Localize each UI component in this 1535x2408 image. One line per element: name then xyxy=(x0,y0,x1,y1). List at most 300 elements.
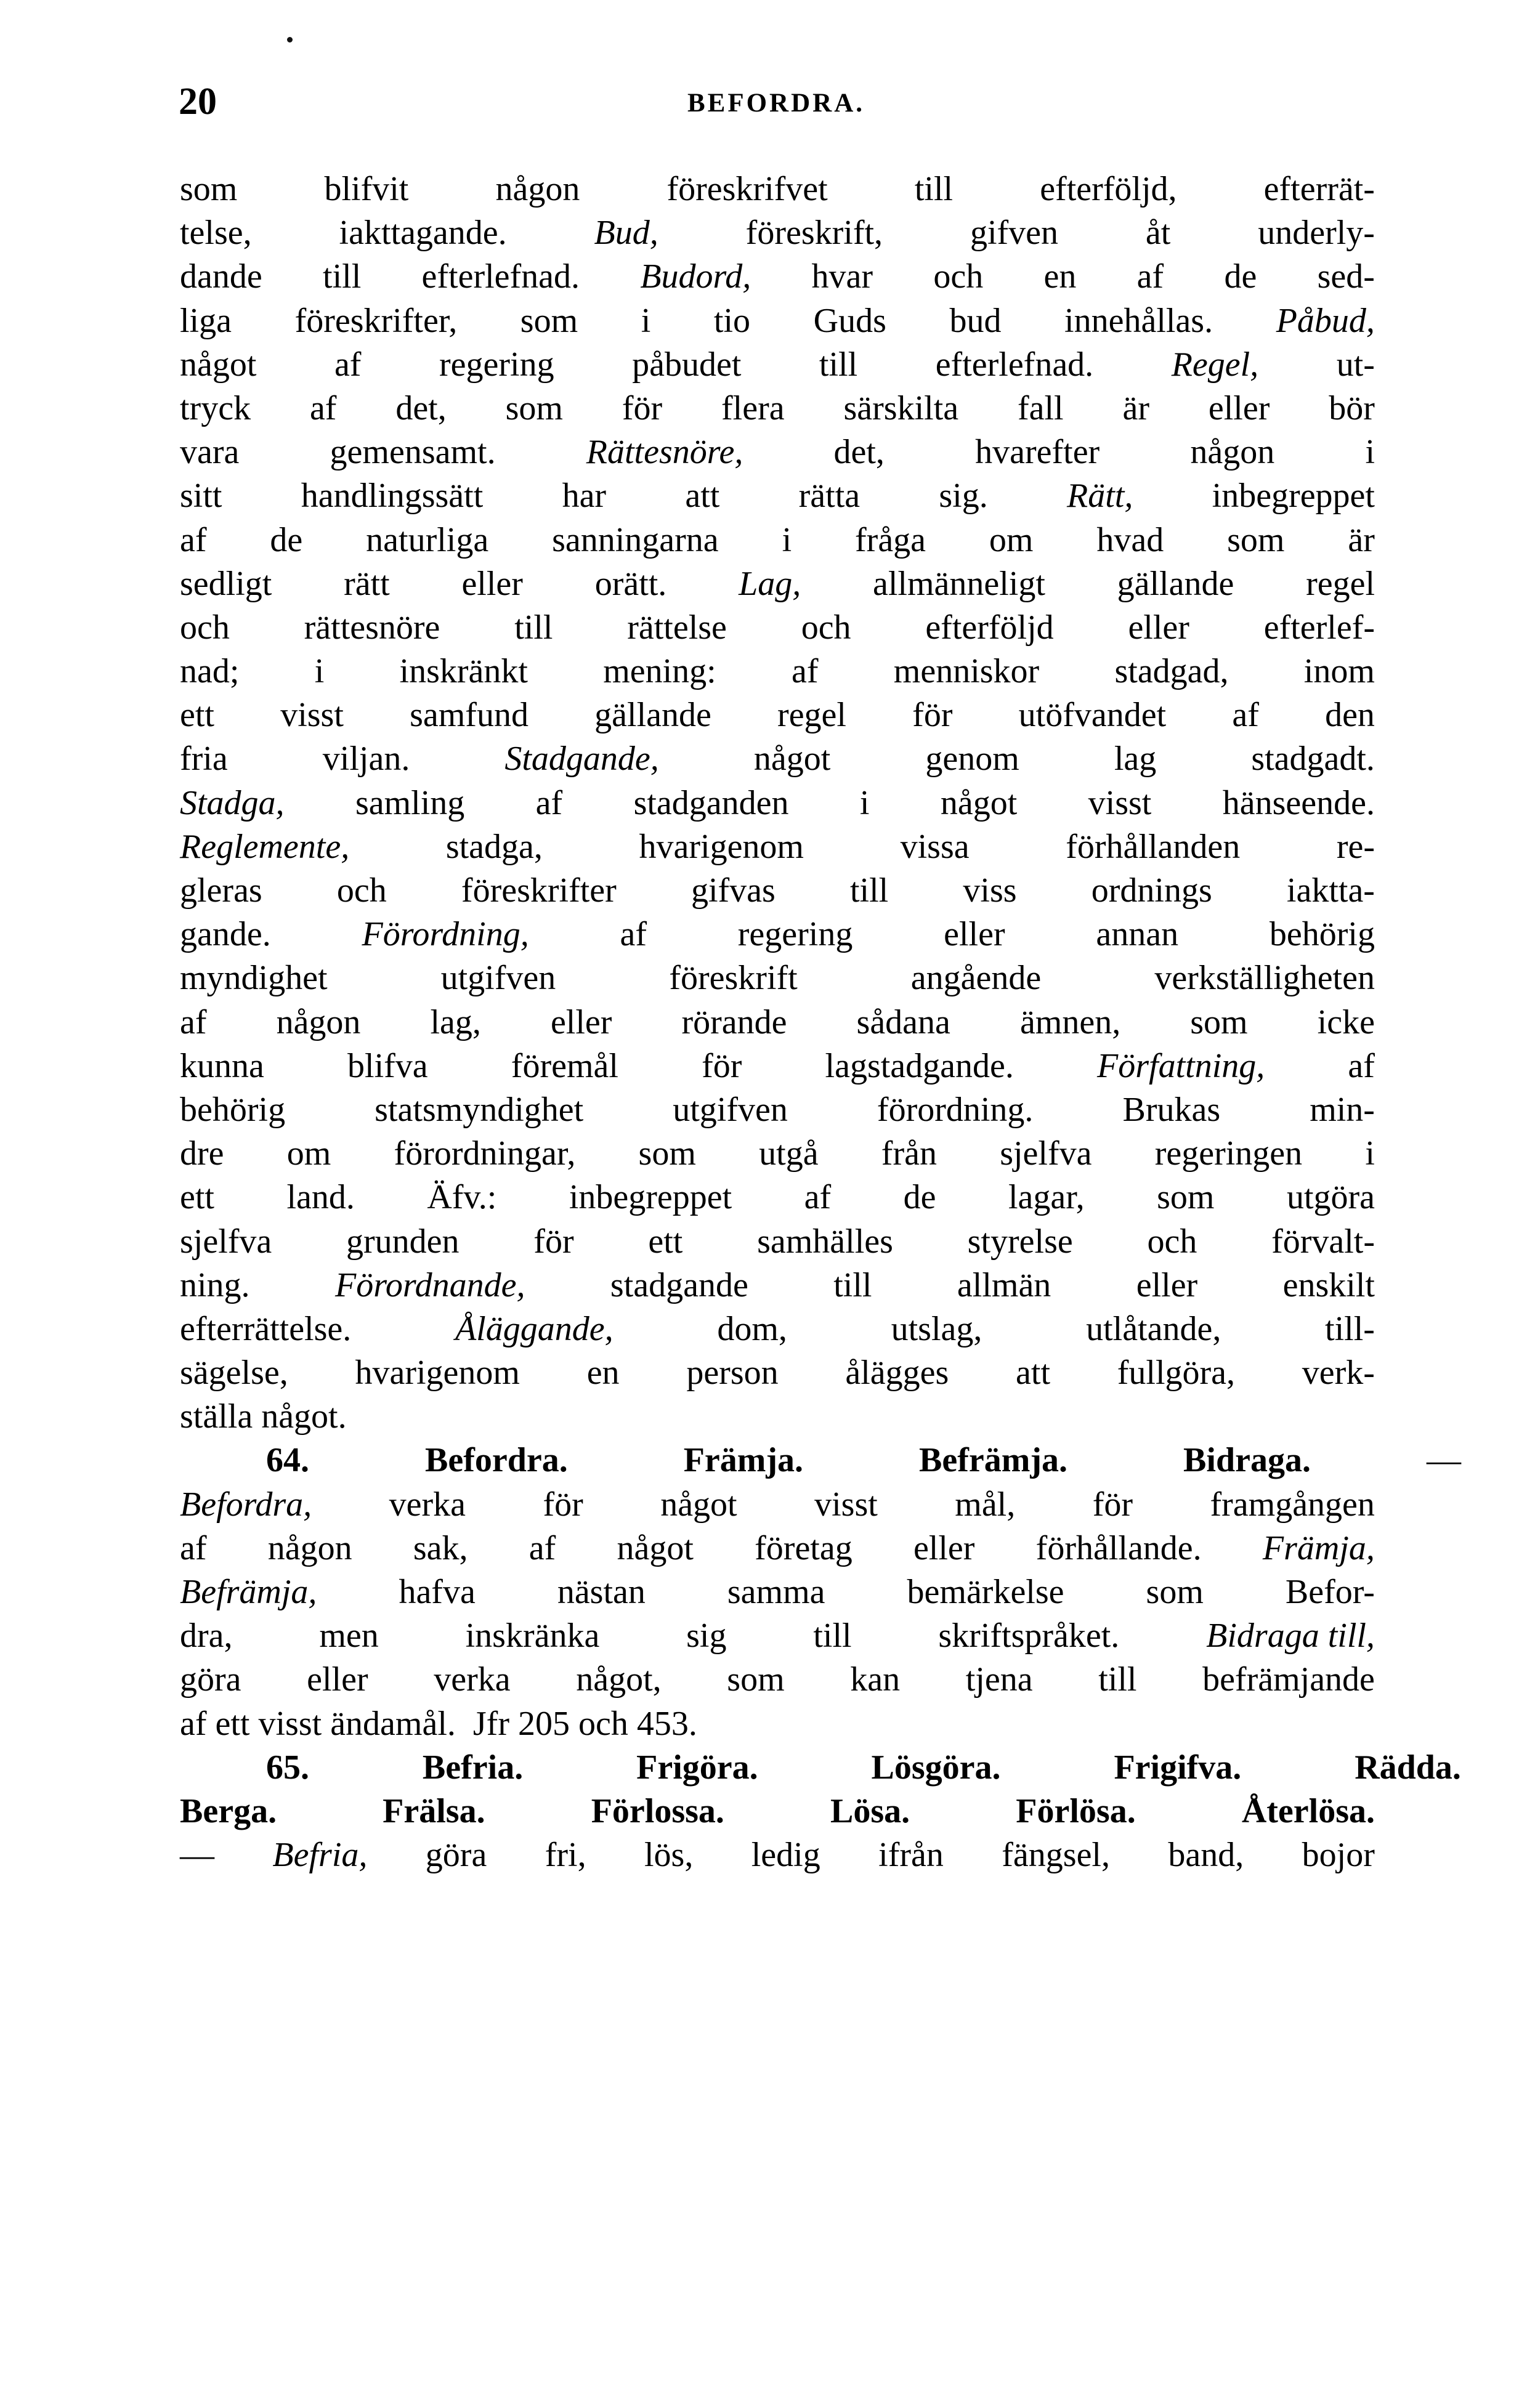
headword-italic: Stadga, xyxy=(180,783,285,822)
text-word: rättesnöre xyxy=(304,608,440,647)
text-line xyxy=(180,1614,1375,1658)
text-word: samma xyxy=(727,1573,825,1611)
text-word: för xyxy=(912,696,953,735)
text-word: till xyxy=(1098,1660,1137,1699)
text-word: ut- xyxy=(1336,345,1375,384)
text-word xyxy=(456,1702,473,1746)
text-word: de xyxy=(1224,257,1257,296)
text-word: fri, xyxy=(545,1836,586,1875)
text-word: fullgöra, xyxy=(1117,1354,1236,1392)
headword-italic: Förordnande, xyxy=(334,1266,525,1304)
text-word: till xyxy=(323,257,362,296)
text-word: efterföljd xyxy=(925,608,1054,647)
text-word: förordningar, xyxy=(394,1134,576,1173)
text-word: för xyxy=(622,389,663,427)
text-line xyxy=(180,387,1375,430)
text-word: af xyxy=(180,1704,207,1743)
text-word: af xyxy=(180,520,207,559)
text-word: det, xyxy=(395,389,447,427)
text-word: som xyxy=(180,170,238,208)
text-word: hvad xyxy=(1096,520,1164,559)
text-line xyxy=(180,1746,1461,1790)
headword-italic: Budord, xyxy=(640,257,751,296)
text-word: efterlef- xyxy=(1263,608,1375,647)
text-word: bör xyxy=(1329,389,1375,427)
text-word: vissa xyxy=(900,827,970,866)
text-line xyxy=(180,1439,1461,1482)
text-word: sig. xyxy=(939,477,988,515)
text-word: blifva xyxy=(347,1046,428,1085)
text-word: flera xyxy=(721,389,785,427)
text-word: påbudet xyxy=(632,345,742,384)
text-word: efterrättelse. xyxy=(180,1309,352,1348)
text-word: samling xyxy=(355,783,465,822)
text-line xyxy=(180,430,1375,474)
text-word: som xyxy=(505,389,563,427)
text-word: till xyxy=(813,1617,852,1655)
headword-italic: Rätt, xyxy=(1067,477,1133,515)
text-line xyxy=(180,913,1375,956)
text-word: regel xyxy=(1306,564,1375,603)
text-word: verka xyxy=(434,1660,511,1699)
entry-headword-bold: Lösgöra. xyxy=(871,1748,1001,1787)
text-word xyxy=(250,1702,259,1746)
text-word: att xyxy=(1016,1354,1051,1392)
text-word: stadgadt. xyxy=(1251,740,1375,778)
text-word: underly- xyxy=(1258,214,1375,253)
text-word: sådana xyxy=(856,1003,950,1041)
headword-italic: Bud, xyxy=(594,214,658,253)
text-word: bojor xyxy=(1302,1836,1375,1875)
text-word: ålägges xyxy=(845,1354,949,1392)
text-line xyxy=(180,168,1375,211)
text-word: ning. xyxy=(180,1266,250,1304)
text-word: regering xyxy=(439,345,554,384)
text-word: min- xyxy=(1310,1090,1375,1129)
entry-headword-bold: Befrämja. xyxy=(919,1441,1068,1480)
text-word: eller xyxy=(550,1003,612,1041)
entry-headword-bold: Befordra. xyxy=(424,1441,568,1480)
text-line xyxy=(180,606,1375,650)
text-word: de xyxy=(270,520,303,559)
headword-italic: Lag, xyxy=(739,564,801,603)
text-word: för xyxy=(543,1485,583,1524)
text-word: statsmyndighet xyxy=(375,1090,584,1129)
text-word: stadga, xyxy=(445,827,543,866)
text-word: af xyxy=(804,1178,832,1217)
text-word: visst xyxy=(814,1485,878,1524)
text-line xyxy=(180,1395,1375,1439)
text-line xyxy=(180,474,1375,518)
text-line xyxy=(180,1483,1375,1527)
text-word: något xyxy=(753,740,831,778)
text-word: åt xyxy=(1145,214,1171,253)
text-word: tio xyxy=(713,301,751,340)
text-line xyxy=(180,1658,1375,1702)
text-word: någon xyxy=(495,170,580,208)
text-word: utgå xyxy=(759,1134,819,1173)
text-word: i xyxy=(1365,1134,1375,1173)
text-line xyxy=(180,1527,1375,1570)
text-word: samfund xyxy=(410,696,529,735)
text-word: mål, xyxy=(955,1485,1016,1524)
text-word: lagstadgande. xyxy=(825,1046,1014,1085)
text-line xyxy=(180,1044,1375,1088)
text-word: gällande xyxy=(1117,564,1234,603)
text-word: gällande xyxy=(594,696,711,735)
text-word: naturliga xyxy=(366,520,489,559)
text-line xyxy=(180,956,1375,1000)
text-word: lös, xyxy=(644,1836,694,1875)
text-word: rätt xyxy=(344,564,390,603)
text-word: samhälles xyxy=(757,1222,893,1261)
text-word: mening: xyxy=(603,652,716,691)
text-word: hänseende. xyxy=(1222,783,1375,822)
entry-headword-bold: Förlösa. xyxy=(1016,1792,1136,1830)
text-word: en xyxy=(586,1354,620,1392)
text-word: i xyxy=(1365,433,1375,472)
text-word: dande xyxy=(180,257,262,296)
text-line xyxy=(180,343,1375,387)
text-word: sig xyxy=(686,1617,727,1655)
text-line xyxy=(180,1264,1375,1307)
text-word: utlåtande, xyxy=(1086,1309,1221,1348)
text-line xyxy=(180,1351,1375,1395)
text-word: och xyxy=(1147,1222,1197,1261)
text-line xyxy=(180,1790,1375,1833)
text-word: föreskrifter xyxy=(461,871,617,910)
text-word: som xyxy=(520,301,578,340)
text-word: eller xyxy=(1136,1266,1198,1304)
entry-headword-bold: Lösa. xyxy=(830,1792,910,1830)
text-word: ändamål. xyxy=(330,1704,456,1743)
headword-italic: Förordning, xyxy=(362,915,529,954)
entry-headword-bold: Befria. xyxy=(422,1748,524,1787)
text-word: eller xyxy=(307,1660,368,1699)
text-word: gifven xyxy=(970,214,1058,253)
text-word: till xyxy=(850,871,889,910)
text-word: grunden xyxy=(346,1222,460,1261)
headword-italic: Befordra, xyxy=(180,1485,312,1524)
text-word: visst xyxy=(258,1704,322,1743)
text-word: allmänneligt xyxy=(872,564,1045,603)
text-word: af xyxy=(180,1003,207,1041)
text-word: vara xyxy=(180,433,240,472)
text-line xyxy=(180,650,1375,693)
text-word: kunna xyxy=(180,1046,264,1085)
text-line xyxy=(180,693,1375,737)
text-word: af xyxy=(334,345,362,384)
text-word: sjelfva xyxy=(180,1222,272,1261)
text-word: i xyxy=(314,652,325,691)
body-text-block xyxy=(180,168,1461,1877)
text-word: allmän xyxy=(957,1266,1051,1304)
text-word: regering xyxy=(737,915,853,954)
headword-italic: Rättesnöre, xyxy=(586,433,743,472)
text-word: till xyxy=(514,608,553,647)
text-word: fria xyxy=(180,740,228,778)
text-word: en xyxy=(1043,257,1077,296)
text-word: ämnen, xyxy=(1019,1003,1121,1041)
text-word: gifvas xyxy=(691,871,776,910)
entry-headword-bold: Främja. xyxy=(683,1441,804,1480)
text-line xyxy=(180,1307,1375,1351)
text-word: genom xyxy=(925,740,1019,778)
text-word: af xyxy=(180,1529,207,1567)
text-line xyxy=(180,825,1375,869)
text-word: något, xyxy=(576,1660,662,1699)
text-word: någon xyxy=(1190,433,1275,472)
text-word: föreskrifter, xyxy=(294,301,458,340)
text-word: till xyxy=(914,170,954,208)
text-word: utgöra xyxy=(1286,1178,1375,1217)
text-word: är xyxy=(1122,389,1149,427)
entry-headword-bold: Frälsa. xyxy=(383,1792,485,1830)
entry-headword-bold: Frigifva. xyxy=(1114,1748,1242,1787)
text-word: föreskrift, xyxy=(745,214,883,253)
text-word: särskilta xyxy=(843,389,959,427)
text-word: af xyxy=(792,652,819,691)
text-word: sak, xyxy=(413,1529,468,1567)
text-word: orätt. xyxy=(594,564,667,603)
text-word: angående xyxy=(910,959,1042,998)
text-word: Befor- xyxy=(1285,1573,1375,1611)
text-line xyxy=(180,211,1375,255)
text-word: i xyxy=(641,301,651,340)
text-word: hvarefter xyxy=(975,433,1100,472)
entry-headword-bold: Berga. xyxy=(180,1792,277,1830)
text-word: blifvit xyxy=(324,170,409,208)
text-word: stadganden xyxy=(633,783,789,822)
text-word: viss xyxy=(963,871,1017,910)
text-line xyxy=(180,519,1375,562)
text-word: af xyxy=(1232,696,1259,735)
text-word: förhållanden xyxy=(1066,827,1241,866)
text-word: re- xyxy=(1336,827,1375,866)
entry-headword-bold: 64. xyxy=(266,1441,309,1480)
entry-headword-bold: Frigöra. xyxy=(636,1748,758,1787)
text-word: sed- xyxy=(1317,257,1375,296)
entry-headword-bold: Rädda. xyxy=(1355,1748,1461,1787)
text-word: dom, xyxy=(717,1309,787,1348)
text-word: utgifven xyxy=(673,1090,788,1129)
text-word: förordning. xyxy=(877,1090,1034,1129)
text-word: som xyxy=(1146,1573,1204,1611)
text-word: någon xyxy=(276,1003,361,1041)
text-word: 205 xyxy=(517,1704,570,1743)
text-word: och xyxy=(336,871,387,910)
text-word: telse, xyxy=(180,214,252,253)
text-word: hvar xyxy=(811,257,873,296)
text-word: innehållas. xyxy=(1064,301,1213,340)
text-word: verk- xyxy=(1302,1354,1375,1392)
text-word: eller xyxy=(913,1529,975,1567)
headword-italic: Bidraga till, xyxy=(1206,1617,1375,1655)
text-word: af xyxy=(309,389,337,427)
text-word: annan xyxy=(1096,915,1179,954)
text-word: sanningarna xyxy=(552,520,719,559)
text-word: utöfvandet xyxy=(1018,696,1167,735)
text-word: efterlefnad. xyxy=(935,345,1094,384)
text-word: iakttagande. xyxy=(339,214,507,253)
text-word: eller xyxy=(461,564,523,603)
text-word: har xyxy=(562,477,607,515)
text-line xyxy=(180,255,1375,299)
text-word: bemärkelse xyxy=(907,1573,1064,1611)
text-word: göra xyxy=(425,1836,487,1875)
text-word: af xyxy=(1348,1046,1375,1085)
text-word: fall xyxy=(1017,389,1064,427)
text-line xyxy=(180,737,1375,781)
text-word: gande. xyxy=(180,915,271,954)
text-word: icke xyxy=(1317,1003,1375,1041)
text-word: visst xyxy=(1088,783,1152,822)
text-word: föreskrift xyxy=(669,959,798,998)
text-line xyxy=(180,1176,1375,1219)
text-word: till xyxy=(833,1266,872,1304)
text-word: stadgad, xyxy=(1114,652,1229,691)
text-line xyxy=(180,869,1375,913)
text-word: till- xyxy=(1325,1309,1375,1348)
text-word: stadgande xyxy=(610,1266,748,1304)
text-word: efterlefnad. xyxy=(421,257,580,296)
entry-headword-bold: Återlösa. xyxy=(1241,1792,1375,1830)
text-word: eller xyxy=(1128,608,1189,647)
text-word: styrelse xyxy=(967,1222,1073,1261)
text-word: sitt xyxy=(180,477,222,515)
headword-italic: Befrämja, xyxy=(180,1573,317,1611)
text-word: föremål xyxy=(511,1046,618,1085)
text-word: någon xyxy=(267,1529,352,1567)
text-word: efterrät- xyxy=(1263,170,1375,208)
text-word: skriftspråket. xyxy=(938,1617,1120,1655)
text-word: och xyxy=(801,608,851,647)
text-line xyxy=(180,782,1375,825)
text-word: som xyxy=(1157,1178,1215,1217)
text-word xyxy=(628,1702,637,1746)
text-word: ifrån xyxy=(878,1836,944,1875)
text-word: viljan. xyxy=(322,740,410,778)
text-word: af xyxy=(620,915,647,954)
text-word: enskilt xyxy=(1282,1266,1375,1304)
headword-italic: Författning, xyxy=(1097,1046,1265,1085)
text-word: person xyxy=(686,1354,779,1392)
text-word: gemensamt. xyxy=(330,433,496,472)
text-word: som xyxy=(727,1660,785,1699)
running-head: BEFORDRA. xyxy=(687,89,865,118)
text-word: ställa xyxy=(180,1397,253,1436)
text-word: eller xyxy=(944,915,1005,954)
text-word: något xyxy=(617,1529,694,1567)
text-word: ett xyxy=(180,1178,214,1217)
text-word: eller xyxy=(1208,389,1270,427)
text-word: Guds xyxy=(813,301,886,340)
text-word: behörig xyxy=(180,1090,286,1129)
text-word: sedligt xyxy=(180,564,272,603)
text-word: ett xyxy=(648,1222,683,1261)
text-word: något. xyxy=(261,1397,347,1436)
text-word: inbegreppet xyxy=(569,1178,732,1217)
headword-italic: Stadgande, xyxy=(504,740,659,778)
text-line xyxy=(180,1132,1375,1176)
text-word: det, xyxy=(833,433,885,472)
text-line xyxy=(180,1702,1375,1746)
text-word: något xyxy=(660,1485,737,1524)
text-word: dre xyxy=(180,1134,224,1173)
text-word: inom xyxy=(1303,652,1375,691)
scan-speck xyxy=(287,37,293,42)
text-word: är xyxy=(1348,520,1375,559)
page-header xyxy=(179,77,1374,126)
text-word: verkställigheten xyxy=(1154,959,1375,998)
text-word: rätta xyxy=(798,477,861,515)
text-word: framgången xyxy=(1210,1485,1375,1524)
text-word: hvarigenom xyxy=(639,827,804,866)
text-word: af xyxy=(1136,257,1164,296)
text-word xyxy=(207,1702,216,1746)
text-word: nästan xyxy=(557,1573,646,1611)
text-word: och xyxy=(578,1704,628,1743)
text-word: inskränka xyxy=(465,1617,600,1655)
text-word: land. xyxy=(286,1178,355,1217)
text-word: iaktta- xyxy=(1286,871,1375,910)
text-word: företag xyxy=(755,1529,853,1567)
text-word: 453. xyxy=(636,1704,697,1743)
text-word: myndighet xyxy=(180,959,328,998)
text-word: menniskor xyxy=(893,652,1040,691)
entry-headword-bold: Förlossa. xyxy=(591,1792,724,1830)
headword-italic: Främja, xyxy=(1262,1529,1375,1567)
text-word: om xyxy=(989,520,1034,559)
text-word: behörig xyxy=(1269,915,1375,954)
text-word: förhållande. xyxy=(1035,1529,1202,1567)
text-word: dra, xyxy=(180,1617,233,1655)
text-word: som xyxy=(1190,1003,1248,1041)
text-word: kan xyxy=(850,1660,901,1699)
text-word: utgifven xyxy=(440,959,556,998)
text-line xyxy=(180,1570,1375,1614)
text-word: tjena xyxy=(965,1660,1033,1699)
text-word: rättelse xyxy=(627,608,727,647)
text-word: af xyxy=(535,783,563,822)
text-word: göra xyxy=(180,1660,241,1699)
text-word: lag xyxy=(1114,740,1157,778)
text-word: till xyxy=(819,345,858,384)
text-word: regel xyxy=(777,696,846,735)
text-word: visst xyxy=(280,696,344,735)
text-word: om xyxy=(286,1134,331,1173)
text-word: den xyxy=(1325,696,1375,735)
text-word: — xyxy=(180,1836,214,1875)
text-word: men xyxy=(319,1617,379,1655)
text-word: ledig xyxy=(751,1836,820,1875)
text-line xyxy=(180,1833,1375,1877)
text-word: för xyxy=(702,1046,742,1085)
text-word: rörande xyxy=(681,1003,787,1041)
text-word: i xyxy=(782,520,792,559)
text-word: sjelfva xyxy=(1000,1134,1092,1173)
text-word: något xyxy=(940,783,1018,822)
text-word: något xyxy=(180,345,257,384)
text-word: fråga xyxy=(855,520,926,559)
text-line xyxy=(180,299,1375,343)
text-word: och xyxy=(180,608,230,647)
text-word: liga xyxy=(180,301,232,340)
text-word: de xyxy=(903,1178,936,1217)
text-word: lag, xyxy=(430,1003,481,1041)
text-word: sägelse, xyxy=(180,1354,288,1392)
text-word: för xyxy=(533,1222,574,1261)
